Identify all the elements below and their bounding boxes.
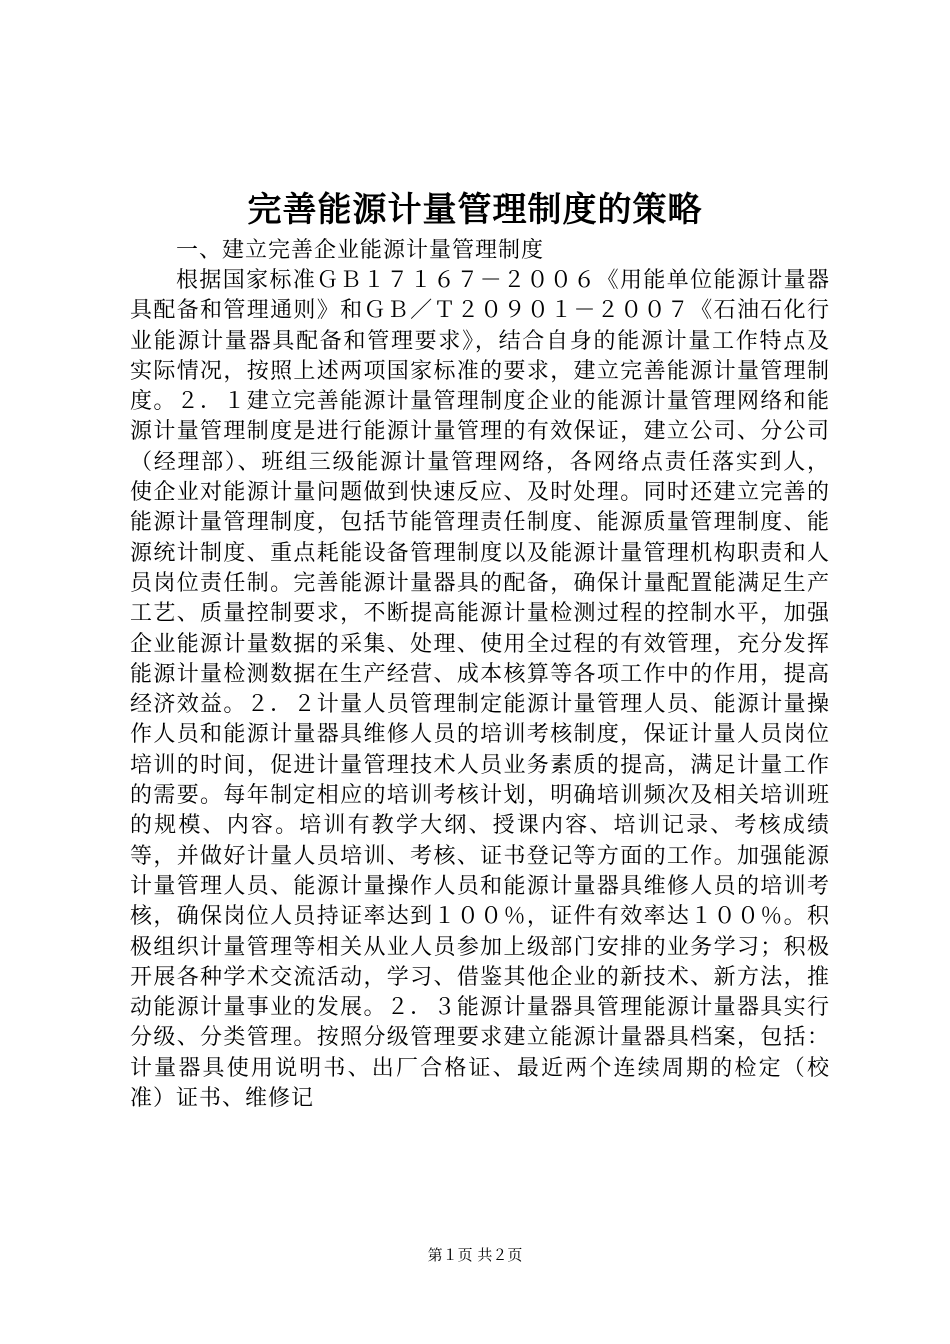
- section-heading: 一、建立完善企业能源计量管理制度: [176, 238, 545, 263]
- document-title: 完善能源计量管理制度的策略: [247, 190, 703, 230]
- page-footer: 第１页 共２页: [427, 1246, 523, 1264]
- body-paragraph: 根据国家标准ＧＢ１７１６７－２００６《用能单位能源计量器具配备和管理通则》和ＧＢ／Ｔ２０９０１－２００７《石油石化行业能源计量器具配备和管理要求》，结合自身的能源计量工作特点及实际情况，按照上述两项国家标准的要求，建立完善能源计量管理制度。２．１建立完善能源计量管理制度企业的能源计量管理网络和能源计量管理制度是进行能源计量管理的有效保证，建立公司、分公司（经理部）、班组三级能源计量管理网络，各网络点责任落实到人，使企业对能源计量问题做到快速反应、及时处理。同时还建立完善的能源计量管理制度，包括节能管理责任制度、能源质量管理制度、能源统计制度、重点耗能设备管理制度以及能源计量管理机构职责和人员岗位责任制。完善能源计量器具的配备，确保计量配置能满足生产工艺、质量控制要求，不断提高能源计量检测过程的控制水平，加强企业能源计量数据的采集、处理、使用全过程的有效管理，充分发挥能源计量检测数据在生产经营、成本核算等各项工作中的作用，提高经济效益。２．２计量人员管理制定能源计量管理人员、能源计量操作人员和能源计量器具维修人员的培训考核制度，保证计量人员岗位培训的时间，促进计量管理技术人员业务素质的提高，满足计量工作的需要。每年制定相应的培训考核计划，明确培训频次及相关培训班的规模、内容。培训有教学大纲、授课内容、培训记录、考核成绩等，并做好计量人员培训、考核、证书登记等方面的工作。加强能源计量管理人员、能源计量操作人员和能源计量器具维修人员的培训考核，确保岗位人员持证率达到１００％，证件有效率达１００％。积极组织计量管理等相关从业人员参加上级部门安排的业务学习；积极开展各种学术交流活动，学习、借鉴其他企业的新技术、新方法，推动能源计量事业的发展。２．３能源计量器具管理能源计量器具实行分级、分类管理。按照分级管理要求建立能源计量器具档案，包括：计量器具使用说明书、出厂合格证、最近两个连续周期的检定（校准）证书、维修记: [130, 268, 830, 1112]
